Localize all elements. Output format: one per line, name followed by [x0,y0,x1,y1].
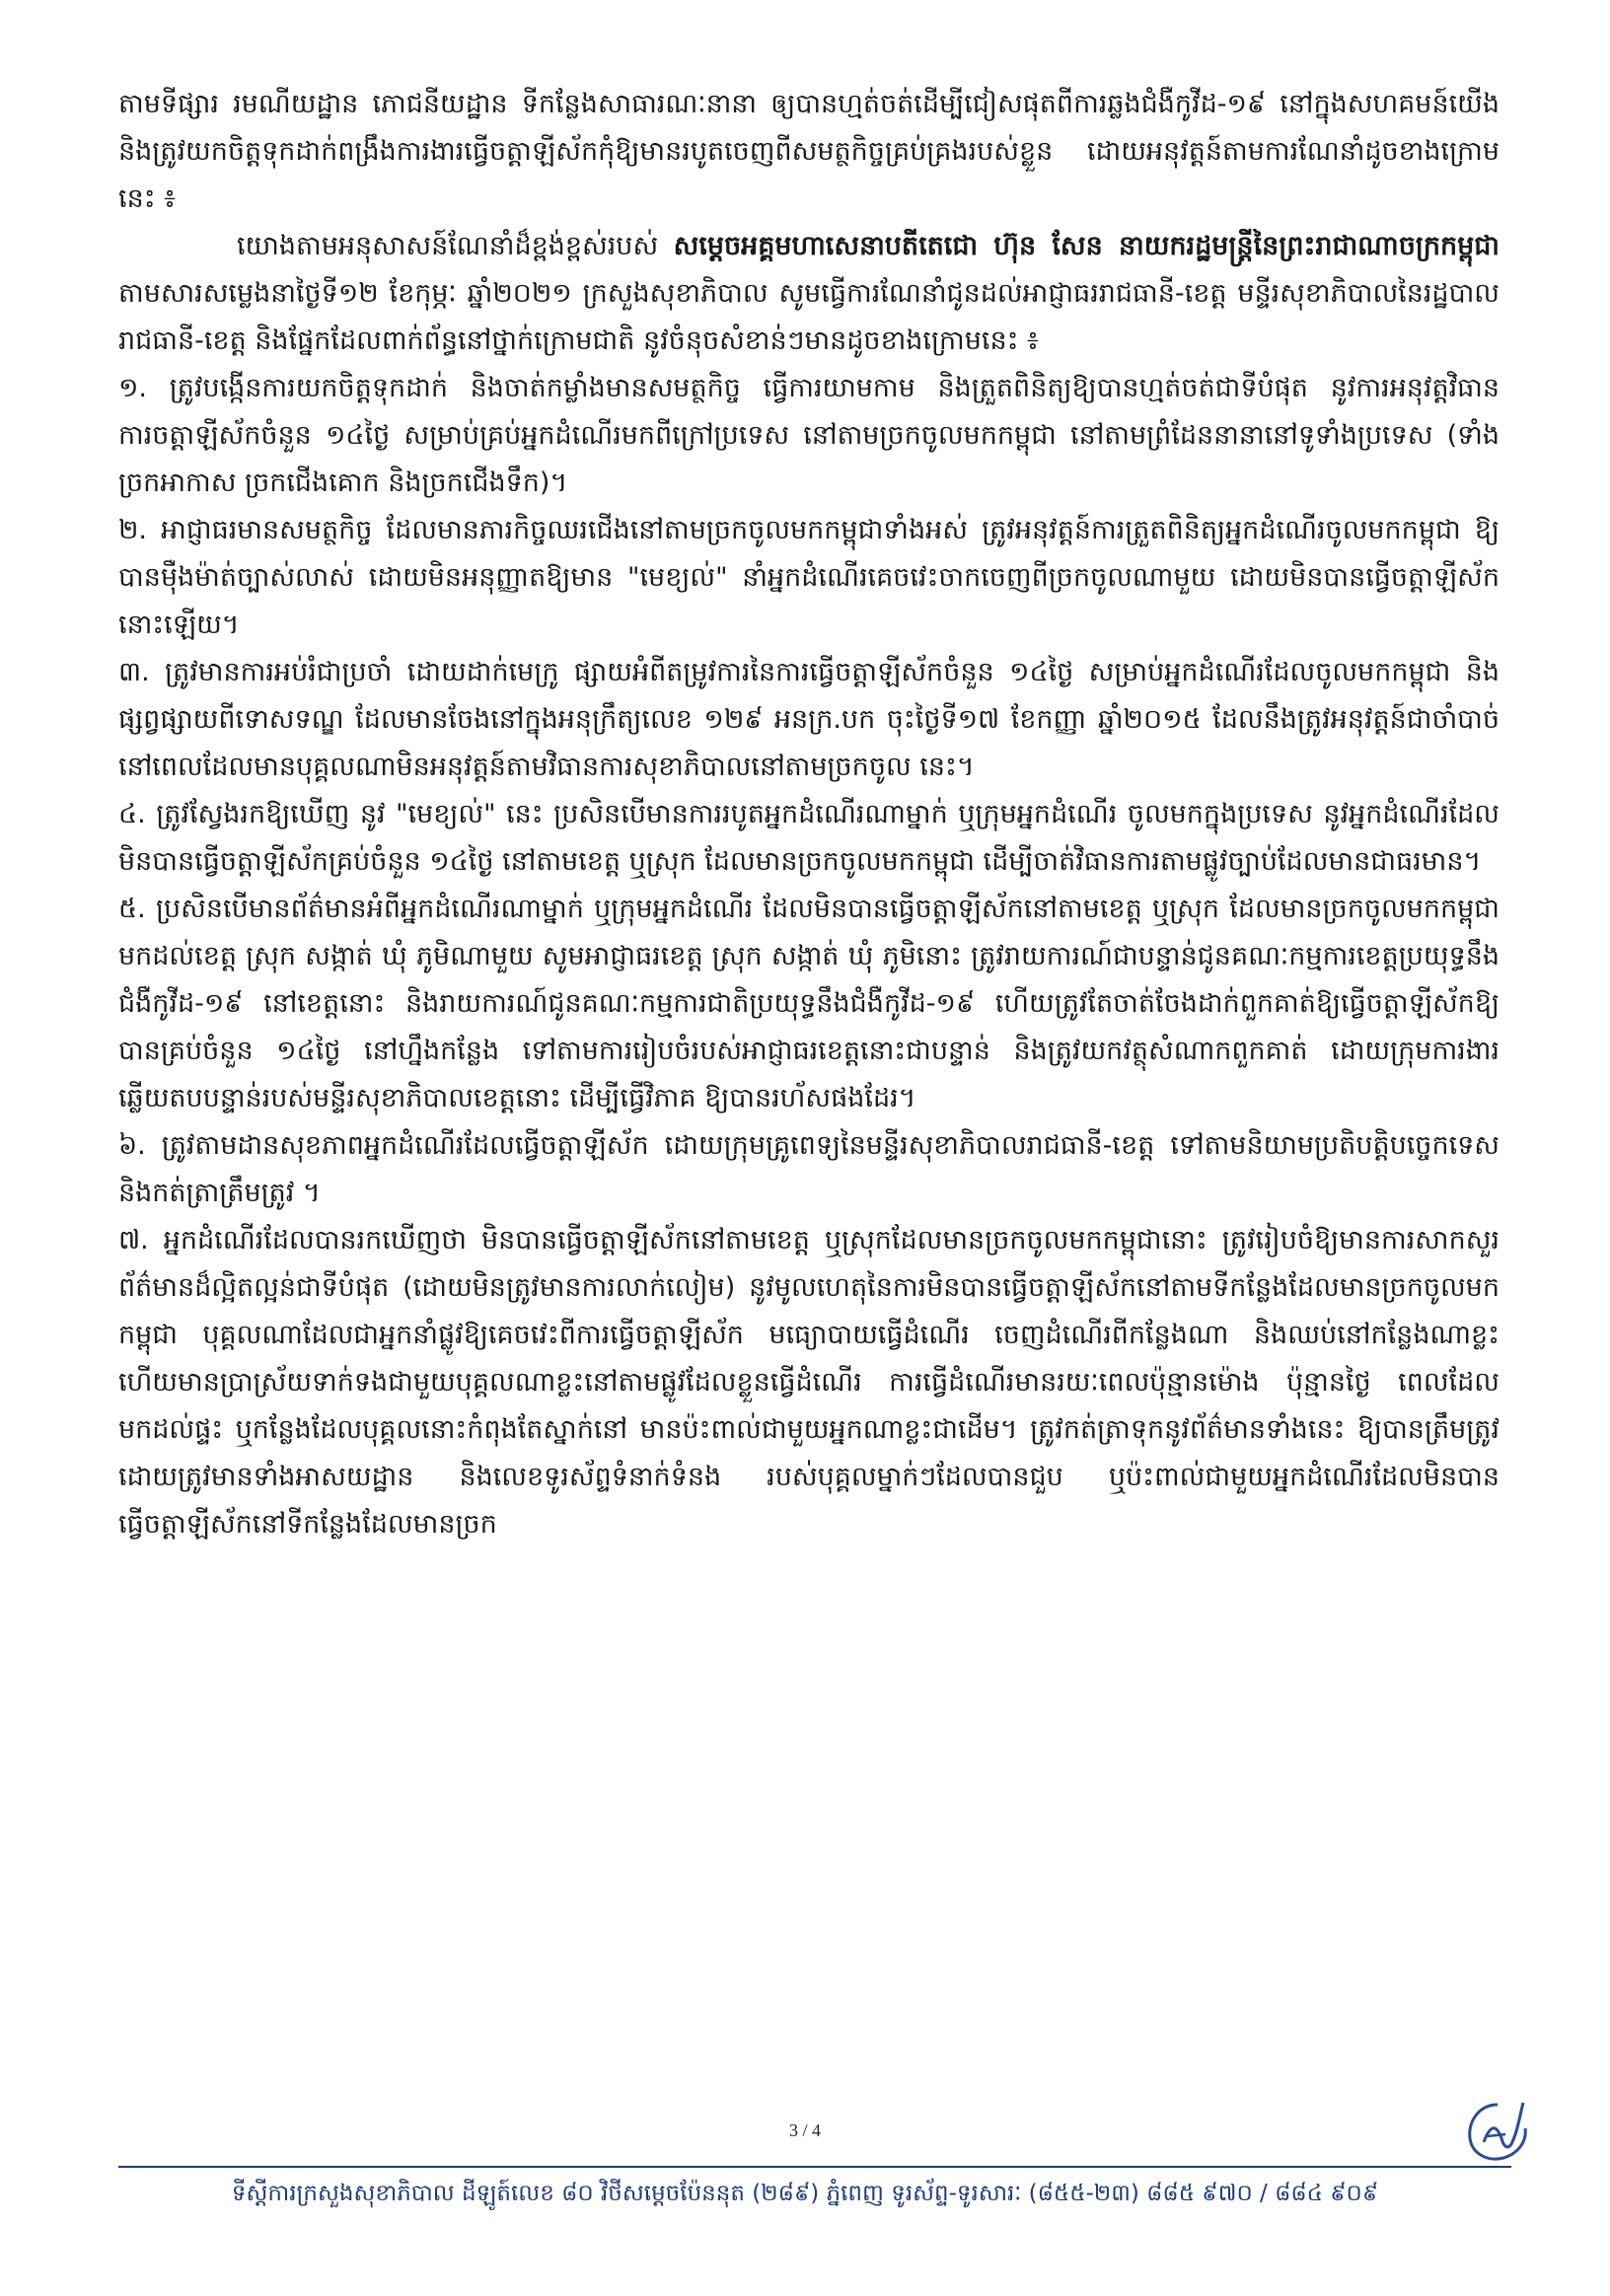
reference-text-end: តាមសារសម្លេងនាថ្ងៃទី១២ ខែកុម្ភៈ ឆ្នាំ២០២១ ក្រសួងសុខាភិបាល សូមធ្វើការណែនាំជូនដល់អាជ្ញាធររាជធានី-ខេត្ត មន្ទីរសុខាភិបាលនៃរដ្ឋបាលរាជធានី-ខេត្ត និងផ្នែកដែលពាក់ព័ន្ធនៅថ្នាក់ក្រោមជាតិ នូវចំនុចសំខាន់ៗមានដូចខាងក្រោមនេះ ៖ [118,278,1500,356]
prime-minister-title: សម្តេចអគ្គមហាសេនាបតីតេជោ ហ៊ុន សែន នាយករដ្ឋមន្ត្រីនៃព្រះរាជាណាចក្រកម្ពុជា [673,231,1500,261]
signature-initial [1458,2093,1537,2172]
point-7: ៧. អ្នកដំណើរដែលបានរកឃើញថា មិនបានធ្វើចត្តាឡីស័កនៅតាមខេត្ត ឬស្រុកដែលមានច្រកចូលមកកម្ពុជានោះ ត្រូវរៀបចំឱ្យមានការសាកសួរព័ត៌មានដ៏ល្អិតល្អន់ជាទីបំផុត (ដោយមិនត្រូវមានការលាក់លៀម) នូវមូលហេតុនៃការមិនបានធ្វើចត្តាឡីស័កនៅតាមទីកន្លែងដែលមានច្រកចូលមកកម្ពុជា បុគ្គលណាដែលជាអ្នកនាំផ្លូវឱ្យគេចវេះពីការធ្វើចត្តាឡីស័ក មធ្យោបាយធ្វើដំណើរ ចេញដំណើរពីកន្លែងណា និងឈប់នៅកន្លែងណាខ្លះ ហើយមានប្រាស្រ័យទាក់ទងជាមួយបុគ្គលណាខ្លះនៅតាមផ្លូវដែលខ្លួនធ្វើដំណើរ ការធ្វើដំណើរមានរយៈពេលប៉ុន្មានម៉ោង ប៉ុន្មានថ្ងៃ ពេលដែលមកដល់ផ្ទះ ឬកន្លែងដែលបុគ្គលនោះកំពុងតែស្នាក់នៅ មានប៉ះពាល់ជាមួយអ្នកណាខ្លះជាដើម។ ត្រូវកត់ត្រាទុកនូវព័ត៌មានទាំងនេះ ឱ្យបានត្រឹមត្រូវ ដោយត្រូវមានទាំងអាសយដ្ឋាន និងលេខទូរស័ព្ទទំនាក់ទំនង របស់បុគ្គលម្នាក់ៗដែលបានជួប ឬប៉ះពាល់ជាមួយអ្នកដំណើរដែលមិនបានធ្វើចត្តាឡីស័កនៅទីកន្លែងដែលមានច្រក [118,1225,1500,1540]
footer-divider [118,2166,1511,2168]
point-2: ២. អាជ្ញាធរមានសមត្ថកិច្ច ដែលមានភារកិច្ចឈរជើងនៅតាមច្រកចូលមកកម្ពុជាទាំងអស់ ត្រូវអនុវត្តន៍ការត្រួតពិនិត្យអ្នកដំណើរចូលមកកម្ពុជា ឱ្យបានម៉ឺងម៉ាត់ច្បាស់លាស់ ដោយមិនអនុញ្ញាតឱ្យមាន "មេខ្យល់" នាំអ្នកដំណើរគេចវេះចាកចេញពីច្រកចូលណាមួយ ដោយមិនបានធ្វើចត្តាឡីស័កនោះឡើយ។ [118,515,1500,640]
point-4: ៤. ត្រូវស្វែងរកឱ្យឃើញ នូវ "មេខ្យល់" នេះ ប្រសិនបើមានការរបូតអ្នកដំណើរណាម្នាក់ ឬក្រុមអ្នកដំណើរ ចូលមកក្នុងប្រទេស នូវអ្នកដំណើរដែលមិនបានធ្វើចត្តាឡីស័កគ្រប់ចំនួន ១៤ថ្ងៃ នៅតាមខេត្ត ឬស្រុក ដែលមានច្រកចូលមកកម្ពុជា ដើម្បីចាត់វិធានការតាមផ្លូវច្បាប់ដែលមានជាធរមាន។ [118,799,1500,877]
reference-paragraph [118,223,1500,365]
intro-paragraph: តាមទីផ្សារ រមណីយដ្ឋាន ភោជនីយដ្ឋាន ទីកន្លែងសាធារណៈនានា ឲ្យបានហ្មត់ចត់ដើម្បីជៀសផុតពីការឆ្លងជំងឺកូវីដ-១៩ នៅក្នុងសហគមន៍យើង និងត្រូវយកចិត្តទុកដាក់ពង្រឹងការងារធ្វើចត្តាឡីស័កកុំឱ្យមានរបូតចេញពីសមត្ថកិច្ចគ្រប់គ្រងរបស់ខ្លួន ដោយអនុវត្តន៍តាមការណែនាំដូចខាងក្រោមនេះ ៖ [118,89,1500,214]
reference-text-start: យោងតាមអនុសាសន៍ណែនាំដ៏ខ្ពង់ខ្ពស់របស់ [237,231,674,261]
point-1: ១. ត្រូវបង្កើនការយកចិត្តទុកដាក់ និងចាត់កម្លាំងមានសមត្ថកិច្ច ធ្វើការយាមកាម និងត្រួតពិនិត្យឱ្យបានហ្មត់ចត់ជាទីបំផុត នូវការអនុវត្តវិធានការចត្តាឡីស័កចំនួន ១៤ថ្ងៃ សម្រាប់គ្រប់អ្នកដំណើរមកពីក្រៅប្រទេស នៅតាមច្រកចូលមកកម្ពុជា នៅតាមព្រំដែននានានៅទូទាំងប្រទេស (ទាំងច្រកអាកាស ច្រកជើងគោក និងច្រកជើងទឹក)។ [118,373,1500,498]
point-5: ៥. ប្រសិនបើមានព័ត៌មានអំពីអ្នកដំណើរណាម្នាក់ ឬក្រុមអ្នកដំណើរ ដែលមិនបានធ្វើចត្តាឡីស័កនៅតាមខេត្ត ឬស្រុក ដែលមានច្រកចូលមកកម្ពុជា មកដល់ខេត្ត ស្រុក សង្កាត់ ឃុំ ភូមិណាមួយ សូមអាជ្ញាធរខេត្ត ស្រុក សង្កាត់ ឃុំ ភូមិនោះ ត្រូវរាយការណ៍ជាបន្ទាន់ជូនគណៈកម្មការខេត្តប្រយុទ្ធនឹងជំងឺកូវីដ-១៩ នៅខេត្តនោះ និងរាយការណ៍ជូនគណៈកម្មការជាតិប្រយុទ្ធនឹងជំងឺកូវីដ-១៩ ហើយត្រូវតែចាត់ចែងដាក់ពួកគាត់ឱ្យធ្វើចត្តាឡីស័កឱ្យបានគ្រប់ចំនួន ១៤ថ្ងៃ នៅហ្នឹងកន្លែង ទៅតាមការរៀបចំរបស់អាជ្ញាធរខេត្តនោះជាបន្ទាន់ និងត្រូវយកវត្ថុសំណាកពួកគាត់ ដោយក្រុមការងារឆ្លើយតបបន្ទាន់របស់មន្ទីរសុខាភិបាលខេត្តនោះ ដើម្បីធ្វើវិភាគ ឱ្យបានរហ័សផងដែរ។ [118,894,1500,1113]
document-body [118,81,1500,1548]
point-3: ៣. ត្រូវមានការអប់រំជាប្រចាំ ដោយដាក់មេក្រូ ផ្សាយអំពីតម្រូវការនៃការធ្វើចត្តាឡីស័កចំនួន ១៤ថ្ងៃ សម្រាប់អ្នកដំណើរដែលចូលមកកម្ពុជា និងផ្សព្វផ្សាយពីទោសទណ្ឌ ដែលមានចែងនៅក្នុងអនុក្រឹត្យលេខ ១២៩ អនក្រ.បក ចុះថ្ងៃទី១៧ ខែកញ្ញា ឆ្នាំ២០១៥ ដែលនឹងត្រូវអនុវត្តន៍ជាចាំបាច់ នៅពេលដែលមានបុគ្គលណាមិនអនុវត្តន៍តាមវិធានការសុខាភិបាលនៅតាមច្រកចូល នេះ។ [118,657,1500,782]
page-number: 3 / 4 [788,2120,821,2140]
footer-address: ទីស្តីការក្រសួងសុខាភិបាល ដីឡូត៍លេខ ៨០ វិថីសម្តេចប៉ែននុត (២៨៩) ភ្នំពេញ ទូរស័ព្ទ-ទូរសារៈ (៨៥៥-២៣) ៨៨៥ ៩៧០ / ៨៨៤ ៩០៩ [231,2181,1379,2206]
point-6: ៦. ត្រូវតាមដានសុខភាពអ្នកដំណើរដែលធ្វើចត្តាឡីស័ក ដោយក្រុមគ្រូពេទ្យនៃមន្ទីរសុខាភិបាលរាជធានី-ខេត្ត ទៅតាមនិយាមប្រតិបត្តិបច្ចេកទេស និងកត់ត្រាត្រឹមត្រូវ ។ [118,1130,1500,1208]
